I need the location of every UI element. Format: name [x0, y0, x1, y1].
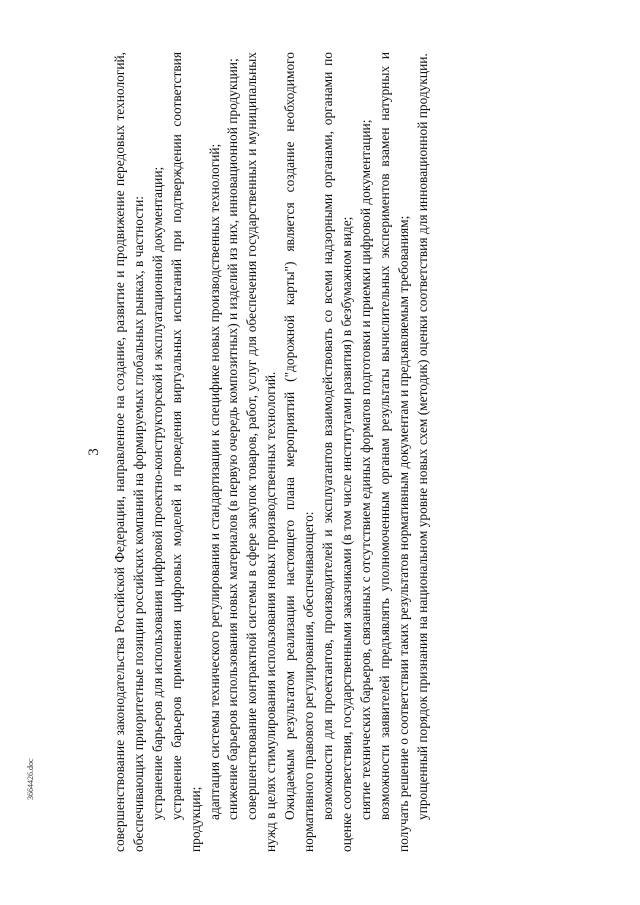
- document-page: [85, 52, 555, 852]
- paragraph: снятие технических барьеров, связанных с отсутствием единых форматов подготовки и приемки цифровой документации;: [357, 119, 373, 820]
- paragraph: упрощенный порядок признания на национальном уровне новых схем (методик) оценки соответствия для инновационной продукции.: [414, 53, 430, 820]
- paragraph: Ожидаемым результатом реализации настоящего плана мероприятий ("дорожной карты") является создание необходимого нормативного правового регулирования, обеспечивающего:: [282, 52, 317, 852]
- document-code: 3664426.doc: [26, 758, 35, 800]
- paragraph: возможности для проектантов, производителей и эксплуатантов взаимодействовать со всеми надзорными органами, органами по оценке соответствия, государственными заказчиками (в том числе институтами развития) в безбумажном виде;: [319, 52, 354, 852]
- paragraph: адаптация системы технического регулирования и стандартизации к специфике новых производственных технологий;: [206, 143, 222, 820]
- paragraph: устранение барьеров для использования цифровой проектно-конструкторской и эксплуатационной документации;: [149, 166, 165, 820]
- paragraph: возможности заявителей предъявлять уполномоченным органам результаты вычислительных экспериментов взамен натурных и получать решение о соответствии таких результатов нормативным документам и предъявляемым требованиям;: [376, 52, 411, 852]
- paragraph: совершенствование контрактной системы в сфере закупок товаров, работ, услуг для обеспечения государственных и муниципальных нужд в целях стимулирования использования новых производственных технологий.: [244, 52, 279, 852]
- document-body: [111, 52, 432, 852]
- paragraph: совершенствование законодательства Российской Федерации, направленное на создание, развитие и продвижение передовых технологий, обеспечивающих приоритетные позиции российских компаний на формируемых глобальных рынках, в частности:: [112, 52, 146, 852]
- paragraph: устранение барьеров применения цифровых моделей и проведения виртуальных испытаний при подтверждении соответствия продукции;: [168, 52, 203, 852]
- page-number: 3: [86, 448, 102, 456]
- paragraph: снижение барьеров использования новых материалов (в первую очередь композитных) и изделий из них, инновационной продукции;: [225, 58, 241, 820]
